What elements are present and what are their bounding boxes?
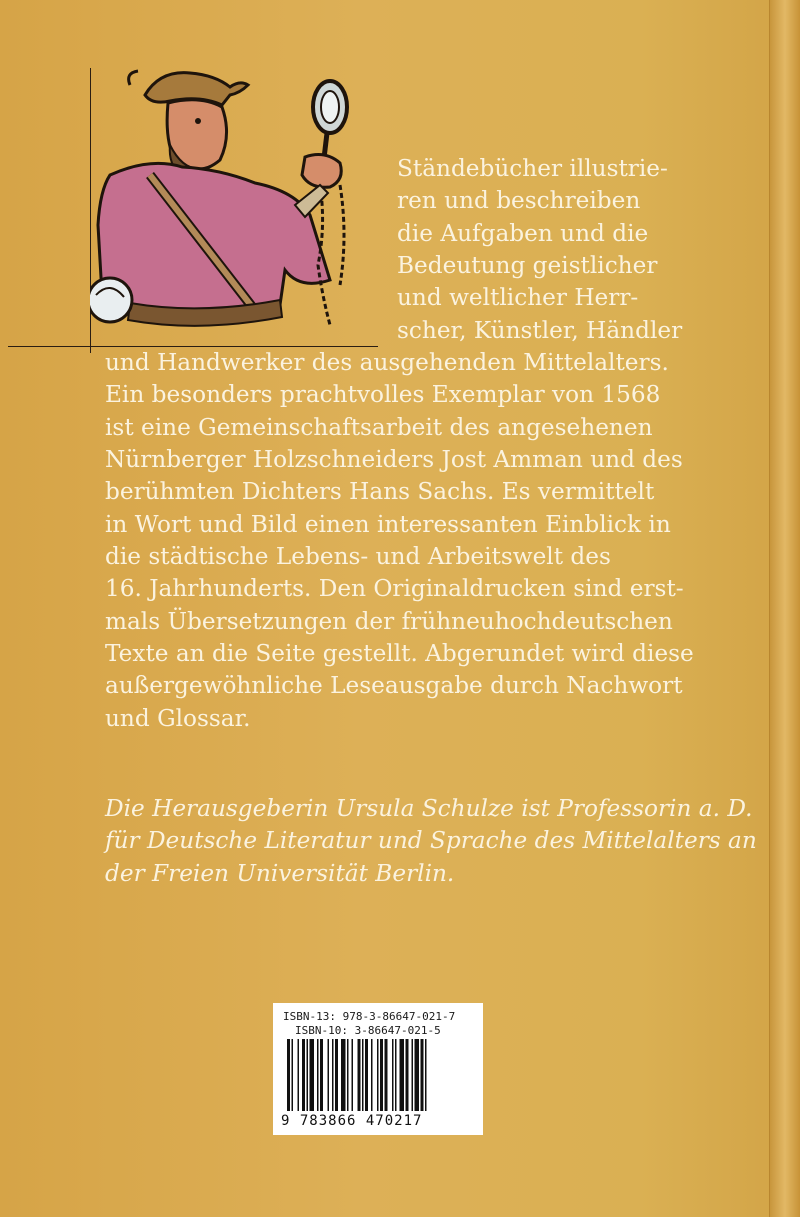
description-line: Ein besonders prachtvolles Exemplar von 1568 bbox=[105, 381, 661, 408]
book-spine-edge bbox=[769, 0, 800, 1217]
description-line: 16. Jahrhunderts. Den Originaldrucken sind erst- bbox=[105, 575, 684, 602]
description-line: Nürnberger Holzschneiders Jost Amman und des bbox=[105, 446, 683, 473]
description-line: Ständebücher illustrie- bbox=[397, 155, 668, 182]
description-line: die Aufgaben und die bbox=[397, 220, 649, 247]
barcode-bars bbox=[287, 1039, 473, 1111]
editor-note-line: für Deutsche Literatur und Sprache des Mittelalters an bbox=[105, 827, 757, 854]
description-line: mals Übersetzungen der frühneuhochdeutschen bbox=[105, 608, 673, 635]
description-line: und weltlicher Herr- bbox=[397, 284, 639, 311]
barcode-number: 9 783866 470217 bbox=[281, 1113, 423, 1129]
isbn10-text: ISBN-10: 3-86647-021-5 bbox=[295, 1024, 441, 1037]
description-line: Texte an die Seite gestellt. Abgerundet wird diese bbox=[105, 640, 694, 667]
description-line: außergewöhnliche Leseausgabe durch Nachwort bbox=[105, 672, 683, 699]
description-line: in Wort und Bild einen interessanten Einblick in bbox=[105, 511, 671, 538]
editor-note-line: Die Herausgeberin Ursula Schulze ist Professorin a. D. bbox=[105, 795, 753, 822]
description-line: Bedeutung geistlicher bbox=[397, 252, 658, 279]
description-line: und Handwerker des ausgehenden Mittelalters. bbox=[105, 349, 669, 376]
description-line: berühmten Dichters Hans Sachs. Es vermittelt bbox=[105, 478, 655, 505]
description-line: die städtische Lebens- und Arbeitswelt des bbox=[105, 543, 611, 570]
isbn13-text: ISBN-13: 978-3-86647-021-7 bbox=[283, 1010, 456, 1023]
editor-note-line: der Freien Universität Berlin. bbox=[105, 860, 455, 887]
description-line: ist eine Gemeinschaftsarbeit des angesehenen bbox=[105, 414, 653, 441]
description-line: ren und beschreiben bbox=[397, 187, 641, 214]
woodcut-illustration bbox=[90, 65, 370, 345]
description-line: und Glossar. bbox=[105, 705, 251, 732]
description-line: scher, Künstler, Händler bbox=[397, 317, 683, 344]
isbn-barcode-label bbox=[273, 1003, 483, 1135]
